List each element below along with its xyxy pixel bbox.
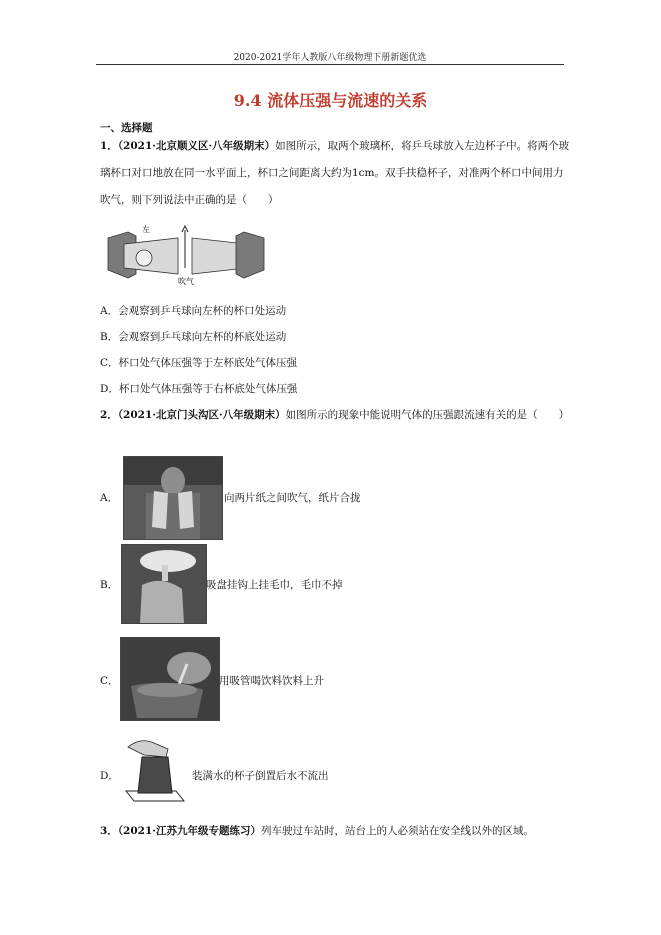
question-number: 2． xyxy=(100,409,118,421)
question-text: 列车驶过车站时，站台上的人必须站在安全线以外的区域。 xyxy=(260,825,534,837)
header-divider xyxy=(96,64,564,65)
question-1 xyxy=(100,133,570,214)
option-d-label: D． xyxy=(100,770,119,782)
option-a: A．会观察到乒乓球向左杯的杯口处运动 xyxy=(100,305,287,317)
figure-label-left: 左 xyxy=(142,225,150,234)
question-3 xyxy=(100,818,570,845)
option-a-text: 向两片纸之间吹气，纸片合拢 xyxy=(224,492,361,504)
option-a-label: A． xyxy=(100,492,119,504)
question-source: （2021·北京门头沟区·八年级期末） xyxy=(117,409,286,421)
cups-blowing-figure xyxy=(106,222,266,288)
page-title: 9.4 流体压强与流速的关系 xyxy=(233,91,428,110)
option-c-label: C． xyxy=(100,675,119,687)
question-number: 1． xyxy=(100,140,118,152)
question-text: 如图所示，取两个玻璃杯，将乒乓球放入左边杯子中。将两个玻璃杯口对口地放在同一水平面上，杯口之间距离大约为1cm。双手扶稳杯子，对准两个杯口中间用力吹气，则下列说法中正确的是（ ） xyxy=(100,140,570,206)
section-heading: 一、选择题 xyxy=(100,122,153,134)
question-text: 如图所示的现象中能说明气体的压强跟流速有关的是（ ） xyxy=(285,409,570,421)
page-header: 2020-2021学年人教版八年级物理下册新题优选 xyxy=(233,53,427,63)
drinking-straw-photo xyxy=(120,637,220,721)
option-b-text: 吸盘挂钩上挂毛巾，毛巾不掉 xyxy=(206,579,343,591)
question-number: 3． xyxy=(100,825,118,837)
option-b: B．会观察到乒乓球向左杯的杯底处运动 xyxy=(100,331,287,343)
option-c-text: 用吸管喝饮料饮料上升 xyxy=(219,675,324,687)
option-d: D．杯口处气体压强等于右杯底处气体压强 xyxy=(100,383,298,395)
figure-label-blow: 吹气 xyxy=(178,277,194,286)
option-c: C．杯口处气体压强等于左杯底处气体压强 xyxy=(100,357,298,369)
inverted-cup-drawing xyxy=(120,735,190,805)
suction-hook-photo xyxy=(121,544,207,624)
question-source: （2021·江苏九年级专题练习） xyxy=(117,825,261,837)
option-b-label: B． xyxy=(100,579,119,591)
option-d-text: 装满水的杯子倒置后水不流出 xyxy=(192,770,329,782)
paper-blowing-photo xyxy=(123,456,223,540)
question-2 xyxy=(100,402,570,429)
question-source: （2021·北京顺义区·八年级期末） xyxy=(117,140,276,152)
